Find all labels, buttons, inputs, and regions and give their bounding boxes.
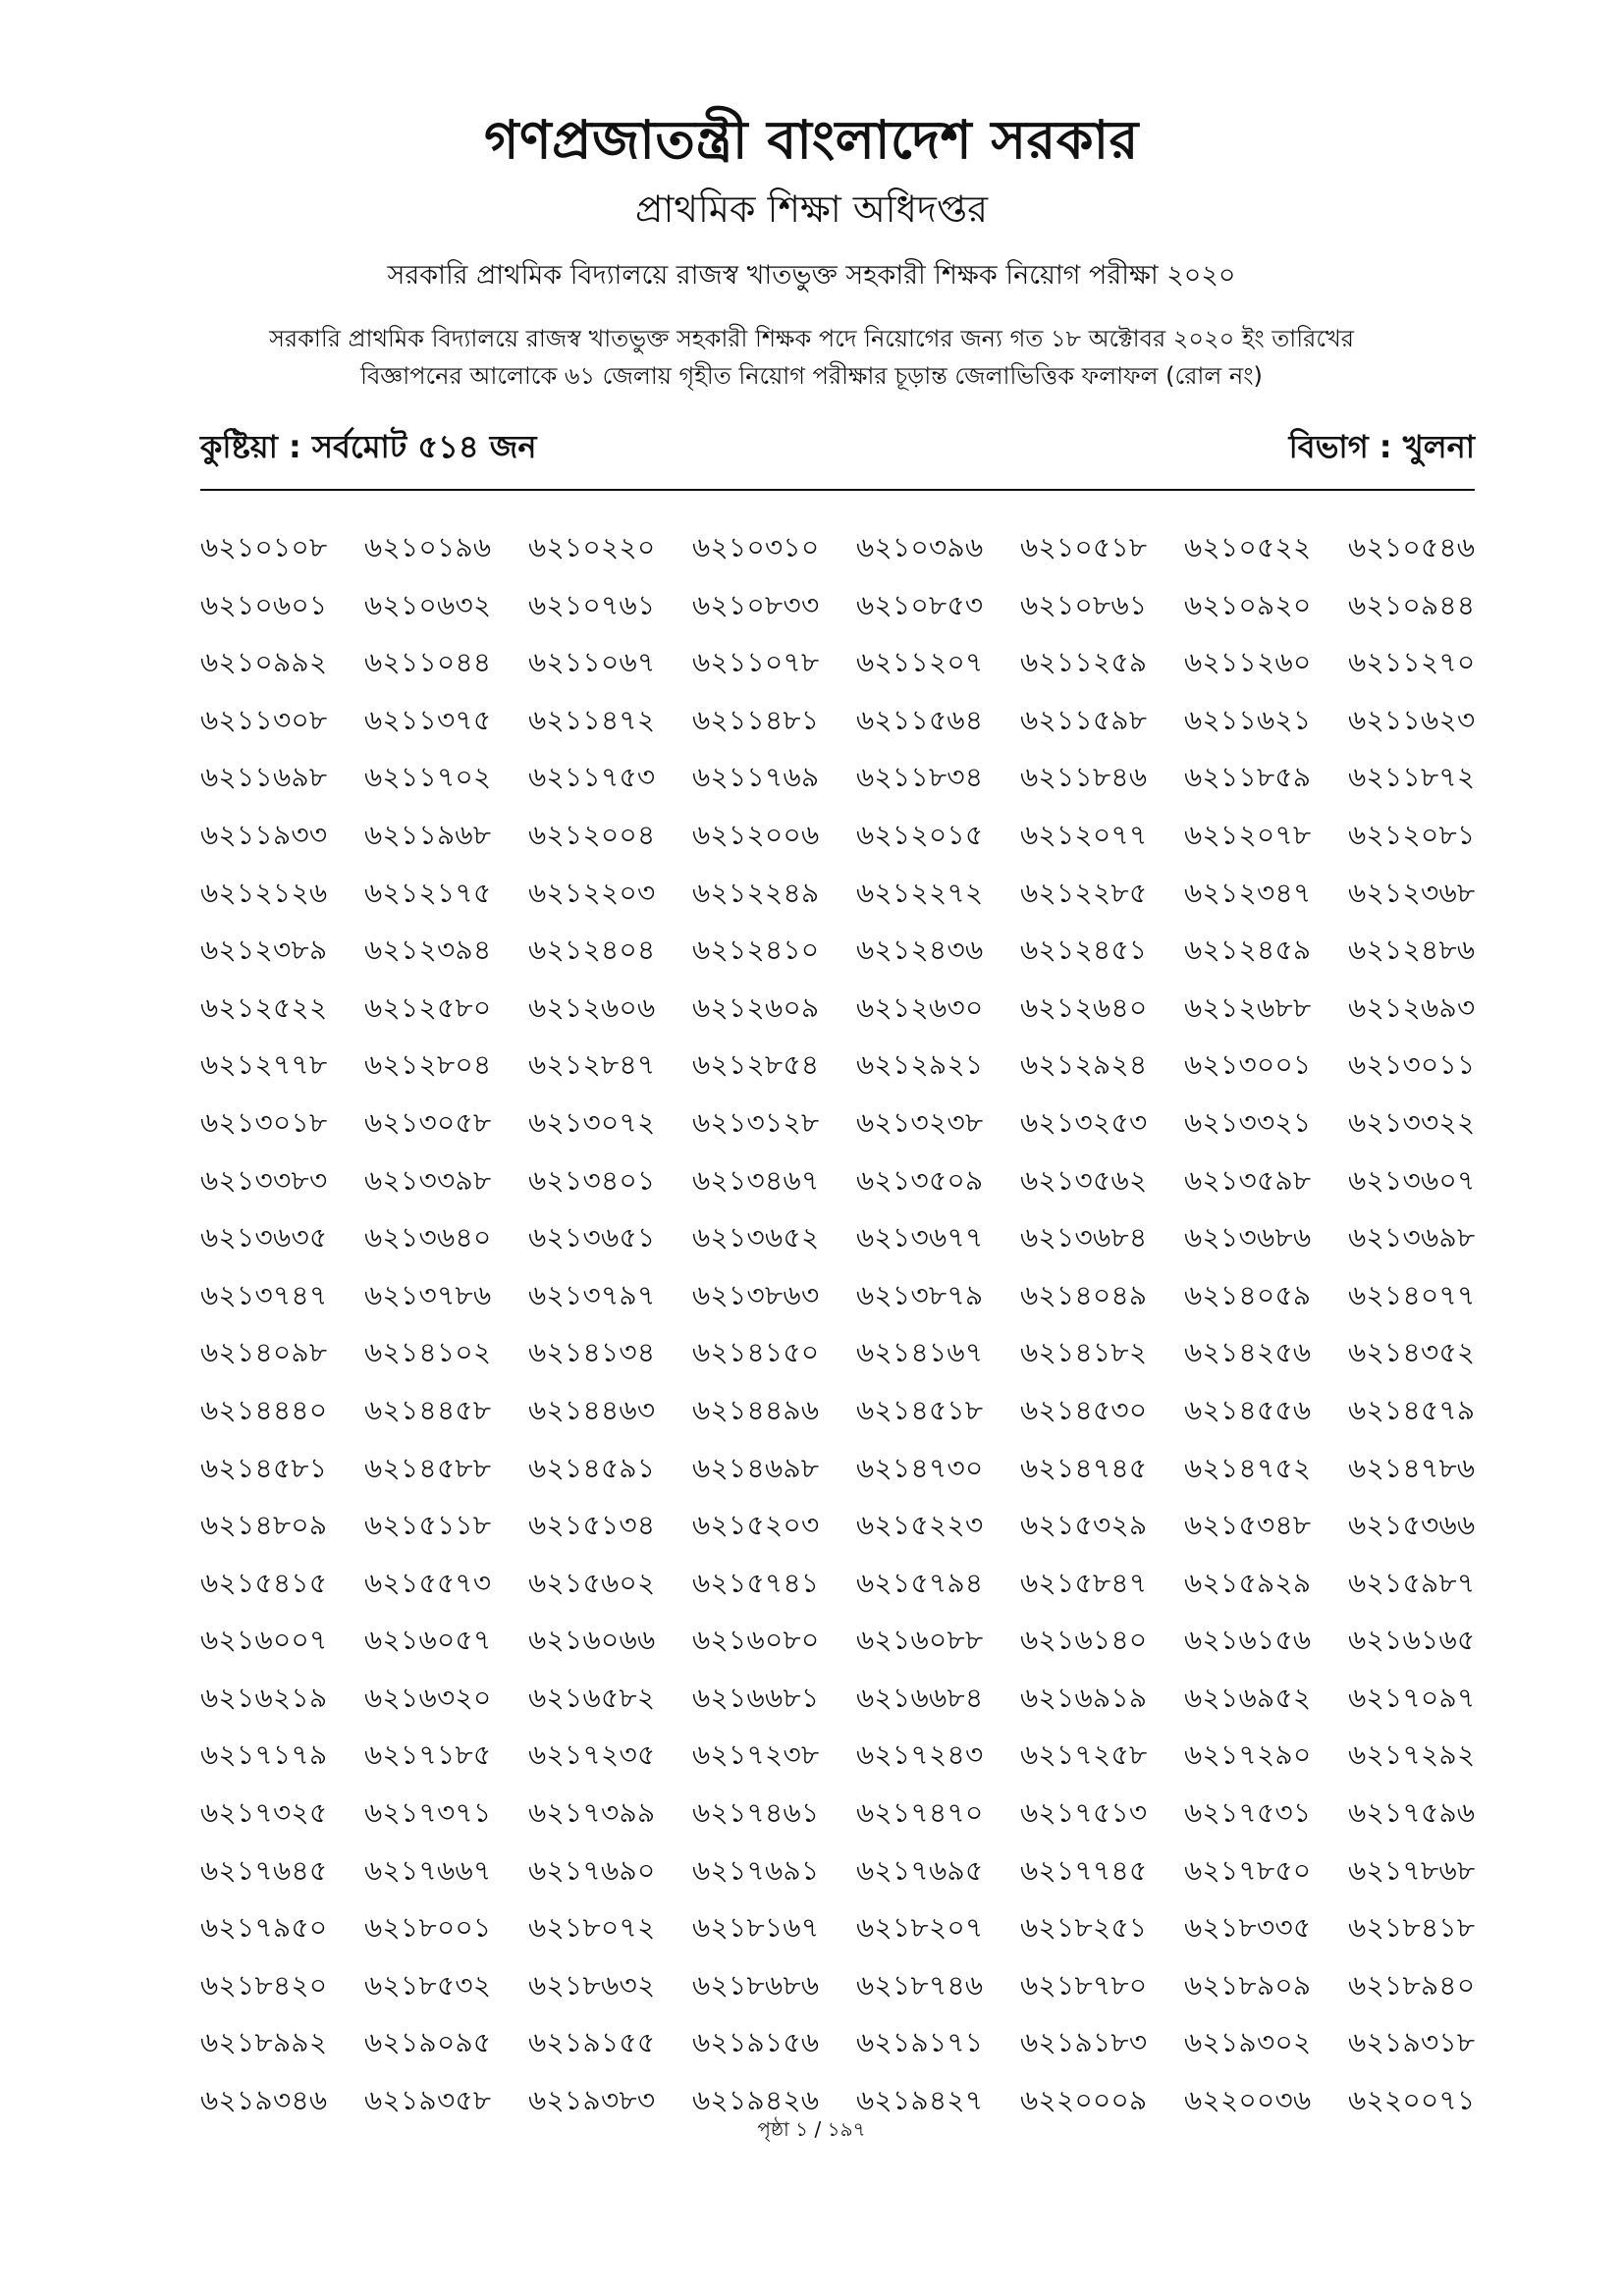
roll-number: ৬২১৫৬০২ [528, 1566, 656, 1599]
roll-number: ৬২১২০৭৭ [1020, 818, 1148, 851]
roll-number: ৬২১০১০৮ [200, 531, 328, 563]
roll-number: ৬২১৪৫১৮ [856, 1393, 984, 1426]
roll-number: ৬২১৩৩২২ [1348, 1105, 1476, 1139]
roll-number: ৬২১৬০০৭ [200, 1624, 328, 1657]
roll-number: ৬২১১৯৬৮ [364, 818, 492, 851]
roll-number: ৬২১৫১১৮ [364, 1509, 492, 1542]
roll-number: ৬২১৪৩৫২ [1348, 1336, 1476, 1369]
roll-number: ৬২১১৩০৮ [200, 703, 328, 736]
roll-number: ৬২১৭৭৪৫ [1020, 1853, 1148, 1887]
roll-number: ৬২১৯১৫৬ [692, 2026, 820, 2059]
roll-number: ৬২১১০৪৪ [364, 646, 492, 679]
roll-number: ৬২১৭৫৩১ [1184, 1796, 1312, 1830]
roll-number: ৬২১৯০৯৫ [364, 2026, 492, 2059]
roll-number: ৬২১৭৬৯০ [528, 1853, 656, 1887]
roll-number: ৬২২০০৭১ [1348, 2084, 1476, 2117]
roll-number: ৬২১৮৪২০ [200, 1968, 328, 2002]
roll-number: ৬২১২০০৪ [528, 818, 656, 851]
roll-number: ৬২১৭৬৯৫ [856, 1853, 984, 1887]
roll-number: ৬২১৫৯২৯ [1184, 1566, 1312, 1599]
roll-number: ৬২১২০৮১ [1348, 818, 1476, 851]
roll-number: ৬২১৩৬০৭ [1348, 1163, 1476, 1197]
roll-number: ৬২১৪৪৬৩ [528, 1393, 656, 1426]
roll-number: ৬২১২৮০৪ [364, 1048, 492, 1082]
roll-number: ৬২১২৯২৪ [1020, 1048, 1148, 1082]
roll-number: ৬২১৩৭৯৭ [528, 1278, 656, 1311]
roll-number: ৬২১৫৩৪৮ [1184, 1509, 1312, 1542]
description-line: বিজ্ঞাপনের আলোকে ৬১ জেলায় গৃহীত নিয়োগ পরীক্ষার চূড়ান্ত জেলাভিত্তিক ফলাফল (রোল নং) [360, 362, 1263, 390]
roll-number: ৬২১৭৬৯১ [692, 1853, 820, 1887]
roll-number: ৬২১২৬৮৮ [1184, 990, 1312, 1024]
roll-number: ৬২১২০০৬ [692, 818, 820, 851]
roll-number: ৬২১০৯৪৪ [1348, 588, 1476, 621]
roll-number: ৬২১২৫৮০ [364, 990, 492, 1024]
roll-number: ৬২১০৮৩৩ [692, 588, 820, 621]
roll-number: ৬২১২৬৪০ [1020, 990, 1148, 1024]
roll-number: ৬২১৩৫০৯ [856, 1163, 984, 1197]
roll-number: ৬২১২৩৮৯ [200, 934, 328, 967]
roll-number: ৬২১৬১৪০ [1020, 1624, 1148, 1657]
roll-number: ৬২১৫৯৮৭ [1348, 1566, 1476, 1599]
roll-number: ৬২১৫৮৪৭ [1020, 1566, 1148, 1599]
roll-number: ৬২১৭২৩৮ [692, 1738, 820, 1772]
roll-number: ৬২১১২৭০ [1348, 646, 1476, 679]
roll-number: ৬২১৮২৫১ [1020, 1911, 1148, 1945]
roll-number: ৬২১৩৫৯৮ [1184, 1163, 1312, 1197]
division-label: বিভাগ : খুলনা [1288, 428, 1475, 465]
roll-number: ৬২১৭০৯৭ [1348, 1681, 1476, 1714]
roll-number: ৬২১৬৬৮১ [692, 1681, 820, 1714]
roll-number: ৬২১২৪০৪ [528, 934, 656, 967]
roll-number: ৬২১৭২৯২ [1348, 1738, 1476, 1772]
roll-number: ৬২১৩৭৮৬ [364, 1278, 492, 1311]
roll-number: ৬২১২৬০৬ [528, 990, 656, 1024]
roll-number: ৬২১৮৯৯২ [200, 2026, 328, 2059]
roll-number: ৬২১৩৪৬৭ [692, 1163, 820, 1197]
roll-number: ৬২১০৭৬১ [528, 588, 656, 621]
roll-number: ৬২১১৯৩৩ [200, 818, 328, 851]
roll-number: ৬২১৩২৩৮ [856, 1105, 984, 1139]
roll-number: ৬২১৭৪৬১ [692, 1796, 820, 1830]
roll-number: ৬২১৩৬৮৬ [1184, 1221, 1312, 1255]
roll-number: ৬২১৮৬৩২ [528, 1968, 656, 2002]
roll-number: ৬২১৬০৮০ [692, 1624, 820, 1657]
roll-number: ৬২১৩৬৮৪ [1020, 1221, 1148, 1255]
roll-number: ৬২১৮০০১ [364, 1911, 492, 1945]
roll-number: ৬২১৩৩৯৮ [364, 1163, 492, 1197]
roll-number: ৬২১১৬৯৮ [200, 761, 328, 794]
roll-number: ৬২১৪৭৮৬ [1348, 1451, 1476, 1484]
roll-number: ৬২১৯৩৪৬ [200, 2084, 328, 2117]
roll-number: ৬২১৯৪২৬ [692, 2084, 820, 2117]
department-title: প্রাথমিক শিক্ষা অধিদপ্তর [634, 187, 989, 231]
roll-number: ৬২১৮২০৭ [856, 1911, 984, 1945]
roll-number: ৬২১৭৩৭১ [364, 1796, 492, 1830]
roll-number: ৬২১২৮৪৭ [528, 1048, 656, 1082]
roll-number: ৬২১৬২১৯ [200, 1681, 328, 1714]
roll-number: ৬২১০৫৪৬ [1348, 531, 1476, 563]
roll-number: ৬২১৮৫৩২ [364, 1968, 492, 2002]
roll-number: ৬২১৪২৫৬ [1184, 1336, 1312, 1369]
roll-number: ৬২১৬১৬৫ [1348, 1624, 1476, 1657]
roll-number: ৬২১১০৭৮ [692, 646, 820, 679]
roll-number: ৬২১৮১৬৭ [692, 1911, 820, 1945]
roll-number: ৬২১৪১৮২ [1020, 1336, 1148, 1369]
roll-number: ৬২১১৫৯৮ [1020, 703, 1148, 736]
roll-number: ৬২১৪৬৯৮ [692, 1451, 820, 1484]
roll-number: ৬২১৮০৭২ [528, 1911, 656, 1945]
roll-number: ৬২১১৪৮১ [692, 703, 820, 736]
roll-number: ৬২১৬৫৮২ [528, 1681, 656, 1714]
roll-number: ৬২১৩৬৯৮ [1348, 1221, 1476, 1255]
roll-number: ৬২১৯১৮৩ [1020, 2026, 1148, 2059]
roll-number: ৬২১২৪৫১ [1020, 934, 1148, 967]
roll-number: ৬২১৫১৩৪ [528, 1509, 656, 1542]
roll-number: ৬২১২০১৫ [856, 818, 984, 851]
roll-number: ৬২১২২৪৯ [692, 876, 820, 909]
roll-number: ৬২১৬৯৫২ [1184, 1681, 1312, 1714]
roll-number: ৬২১৯১৭১ [856, 2026, 984, 2059]
roll-number: ৬২১৪৫৮৮ [364, 1451, 492, 1484]
roll-number: ৬২১১৮৭২ [1348, 761, 1476, 794]
roll-number: ৬২১৯৩০২ [1184, 2026, 1312, 2059]
roll-number: ৬২১৭৬৬৭ [364, 1853, 492, 1887]
roll-number: ৬২১৮৭৮০ [1020, 1968, 1148, 2002]
roll-number: ৬২১৯৩৮৩ [528, 2084, 656, 2117]
roll-number: ৬২১৬৯১৯ [1020, 1681, 1148, 1714]
roll-number: ৬২১৮৭৪৬ [856, 1968, 984, 2002]
roll-number: ৬২১২৪৩৬ [856, 934, 984, 967]
roll-number: ৬২১১৫৬৪ [856, 703, 984, 736]
roll-number: ৬২১২৫২২ [200, 990, 328, 1024]
roll-number: ৬২১৭৮৫০ [1184, 1853, 1312, 1887]
roll-number: ৬২১২৬৩০ [856, 990, 984, 1024]
roll-number: ৬২১৩৮৬৩ [692, 1278, 820, 1311]
roll-number: ৬২১৪০৪৯ [1020, 1278, 1148, 1311]
roll-number: ৬২১৪৭৫২ [1184, 1451, 1312, 1484]
roll-number: ৬২১৬৩২০ [364, 1681, 492, 1714]
roll-number: ৬২১৭৩৯৯ [528, 1796, 656, 1830]
roll-number: ৬২১৪১৫০ [692, 1336, 820, 1369]
roll-number: ৬২১১৭৬৯ [692, 761, 820, 794]
roll-number: ৬২২০০০৯ [1020, 2084, 1148, 2117]
roll-number: ৬২১০৩৯৬ [856, 531, 984, 563]
roll-number: ৬২১৭১৭৯ [200, 1738, 328, 1772]
roll-number: ৬২১৩২৫৩ [1020, 1105, 1148, 1139]
roll-number: ৬২১০১৯৬ [364, 531, 492, 563]
roll-number: ৬২১০৯২০ [1184, 588, 1312, 621]
roll-number: ৬২১৭১৮৫ [364, 1738, 492, 1772]
roll-number: ৬২১২৯২১ [856, 1048, 984, 1082]
roll-number: ৬২১২৬৯৩ [1348, 990, 1476, 1024]
roll-number: ৬২১১৩৭৫ [364, 703, 492, 736]
roll-number: ৬২১৩৬৫১ [528, 1221, 656, 1255]
roll-number: ৬২১১৭৫৩ [528, 761, 656, 794]
roll-number: ৬২১০৮৫৩ [856, 588, 984, 621]
roll-number: ৬২১৭৫৯৬ [1348, 1796, 1476, 1830]
roll-number: ৬২১৮৬৮৬ [692, 1968, 820, 2002]
roll-number: ৬২১০৮৬১ [1020, 588, 1148, 621]
roll-number: ৬২১০৫২২ [1184, 531, 1312, 563]
roll-number: ৬২১৪১৩৪ [528, 1336, 656, 1369]
roll-number: ৬২১৪৪৪০ [200, 1393, 328, 1426]
roll-number: ৬২১৯৩১৮ [1348, 2026, 1476, 2059]
roll-number: ৬২১৪৭৩০ [856, 1451, 984, 1484]
roll-number-grid [200, 528, 1506, 2139]
roll-number: ৬২১১২০৭ [856, 646, 984, 679]
roll-number: ৬২১৩৩২১ [1184, 1105, 1312, 1139]
roll-number: ৬২১৭২৯০ [1184, 1738, 1312, 1772]
roll-number: ৬২১২৪৮৬ [1348, 934, 1476, 967]
roll-number: ৬২১৭৫১৩ [1020, 1796, 1148, 1830]
roll-number: ৬২১০৩১০ [692, 531, 820, 563]
roll-number: ৬২১১৬২১ [1184, 703, 1312, 736]
roll-number: ৬২১৪৫৫৬ [1184, 1393, 1312, 1426]
roll-number: ৬২১২০৭৮ [1184, 818, 1312, 851]
roll-number: ৬২১৪৫৮১ [200, 1451, 328, 1484]
roll-number: ৬২২০০৩৬ [1184, 2084, 1312, 2117]
roll-number: ৬২১০২২০ [528, 531, 656, 563]
roll-number: ৬২১৩৪০১ [528, 1163, 656, 1197]
roll-number: ৬২১৩০৫৮ [364, 1105, 492, 1139]
section-header [200, 422, 1475, 471]
roll-number: ৬২১৭৯৫০ [200, 1911, 328, 1945]
page-number: পৃষ্ঠা ১ / ১৯৭ [757, 2117, 866, 2141]
roll-number: ৬২১০৬০১ [200, 588, 328, 621]
roll-number: ৬২১৪৫৯১ [528, 1451, 656, 1484]
roll-number: ৬২১৭৪৭০ [856, 1796, 984, 1830]
district-total: কুষ্টিয়া : সর্বমোট ৫১৪ জন [200, 428, 537, 465]
roll-number: ৬২১৬০৬৬ [528, 1624, 656, 1657]
roll-number: ৬২১৫৩২৯ [1020, 1509, 1148, 1542]
roll-number: ৬২১৩৫৬২ [1020, 1163, 1148, 1197]
roll-number: ৬২১৫৪১৫ [200, 1566, 328, 1599]
header-divider [200, 489, 1475, 491]
roll-number: ৬২১৩৬৫২ [692, 1221, 820, 1255]
roll-number: ৬২১৩০১৮ [200, 1105, 328, 1139]
government-title: গণপ্রজাতন্ত্রী বাংলাদেশ সরকার [484, 109, 1139, 171]
roll-number: ৬২১৪৫৩০ [1020, 1393, 1148, 1426]
roll-number: ৬২১৮৪১৮ [1348, 1911, 1476, 1945]
roll-number: ৬২১২৪১০ [692, 934, 820, 967]
roll-number: ৬২১৭৩২৫ [200, 1796, 328, 1830]
roll-number: ৬২১১৮৫৯ [1184, 761, 1312, 794]
roll-number: ৬২১৭৬৪৫ [200, 1853, 328, 1887]
description-line: সরকারি প্রাথমিক বিদ্যালয়ে রাজস্ব খাতভুক্ত সহকারী শিক্ষক পদে নিয়োগের জন্য গত ১৮ অক্টোবর ২০২০ ইং তারিখের [269, 325, 1354, 352]
roll-number: ৬২১২১৭৫ [364, 876, 492, 909]
roll-number: ৬২১৩৮৭৯ [856, 1278, 984, 1311]
roll-number: ৬২১১৮৪৬ [1020, 761, 1148, 794]
roll-number: ৬২১২২৭২ [856, 876, 984, 909]
roll-number: ৬২১২৩৬৮ [1348, 876, 1476, 909]
roll-number: ৬২১২৮৫৪ [692, 1048, 820, 1082]
roll-number: ৬২১৩১২৮ [692, 1105, 820, 1139]
roll-number: ৬২১৫২২৩ [856, 1509, 984, 1542]
roll-number: ৬২১০৯৯২ [200, 646, 328, 679]
roll-number: ৬২১৭২৩৫ [528, 1738, 656, 1772]
roll-number: ৬২১৬৬৮৪ [856, 1681, 984, 1714]
roll-number: ৬২১২২৮৫ [1020, 876, 1148, 909]
roll-number: ৬২১৯১৫৫ [528, 2026, 656, 2059]
roll-number: ৬২১৪৫৭৯ [1348, 1393, 1476, 1426]
roll-number: ৬২১১২৫৯ [1020, 646, 1148, 679]
roll-number: ৬২১৬০৫৭ [364, 1624, 492, 1657]
roll-number: ৬২১৪৪৫৮ [364, 1393, 492, 1426]
roll-number: ৬২১৩৬৪০ [364, 1221, 492, 1255]
roll-number: ৬২১৫২০৩ [692, 1509, 820, 1542]
roll-number: ৬২১৩৩৮৩ [200, 1163, 328, 1197]
roll-number: ৬২১১৭০২ [364, 761, 492, 794]
roll-number: ৬২১১৪৭২ [528, 703, 656, 736]
roll-number: ৬২১৩৬৭৭ [856, 1221, 984, 1255]
roll-number: ৬২১৪০৯৮ [200, 1336, 328, 1369]
roll-number: ৬২১৩০০১ [1184, 1048, 1312, 1082]
roll-number: ৬২১০৬৩২ [364, 588, 492, 621]
roll-number: ৬২১২২০৩ [528, 876, 656, 909]
roll-number: ৬২১৭২৪৩ [856, 1738, 984, 1772]
roll-number: ৬২১৭৮৬৮ [1348, 1853, 1476, 1887]
roll-number: ৬২১৭২৫৮ [1020, 1738, 1148, 1772]
roll-number: ৬২১২৩৪৭ [1184, 876, 1312, 909]
roll-number: ৬২১২৪৫৯ [1184, 934, 1312, 967]
roll-number: ৬২১১৬২৩ [1348, 703, 1476, 736]
roll-number: ৬২১৯৪২৭ [856, 2084, 984, 2117]
roll-number: ৬২১৫৩৬৬ [1348, 1509, 1476, 1542]
roll-number: ৬২১১৮৩৪ [856, 761, 984, 794]
roll-number: ৬২১২৭৭৮ [200, 1048, 328, 1082]
roll-number: ৬২১৪৭৪৫ [1020, 1451, 1148, 1484]
roll-number: ৬২১৩৬৩৫ [200, 1221, 328, 1255]
roll-number: ৬২১৯৩৫৮ [364, 2084, 492, 2117]
roll-number: ৬২১১০৬৭ [528, 646, 656, 679]
roll-number: ৬২১৪৮০৯ [200, 1509, 328, 1542]
roll-number: ৬২১৫৫৭৩ [364, 1566, 492, 1599]
exam-title: সরকারি প্রাথমিক বিদ্যালয়ে রাজস্ব খাতভুক্ত সহকারী শিক্ষক নিয়োগ পরীক্ষা ২০২০ [387, 260, 1236, 291]
roll-number: ৬২১৬০৮৮ [856, 1624, 984, 1657]
roll-number: ৬২১৮৯৪০ [1348, 1968, 1476, 2002]
roll-number: ৬২১৮৯০৯ [1184, 1968, 1312, 2002]
roll-number: ৬২১৮৩৩৫ [1184, 1911, 1312, 1945]
roll-number: ৬২১৫৭৪১ [692, 1566, 820, 1599]
roll-number: ৬২১৬১৫৬ [1184, 1624, 1312, 1657]
roll-number: ৬২১৪০৫৯ [1184, 1278, 1312, 1311]
roll-number: ৬২১৪১৬৭ [856, 1336, 984, 1369]
roll-number: ৬২১৪০৭৭ [1348, 1278, 1476, 1311]
roll-number: ৬২১৪৪৯৬ [692, 1393, 820, 1426]
roll-number: ৬২১২৬০৯ [692, 990, 820, 1024]
roll-number: ৬২১৪১০২ [364, 1336, 492, 1369]
roll-number: ৬২১১২৬০ [1184, 646, 1312, 679]
roll-number: ৬২১৩৭৪৭ [200, 1278, 328, 1311]
roll-number: ৬২১২১২৬ [200, 876, 328, 909]
roll-number: ৬২১৩০১১ [1348, 1048, 1476, 1082]
roll-number: ৬২১৫৭৯৪ [856, 1566, 984, 1599]
roll-number: ৬২১২৩৯৪ [364, 934, 492, 967]
result-description [157, 320, 1466, 395]
roll-number: ৬২১৩০৭২ [528, 1105, 656, 1139]
roll-number: ৬২১০৫১৮ [1020, 531, 1148, 563]
